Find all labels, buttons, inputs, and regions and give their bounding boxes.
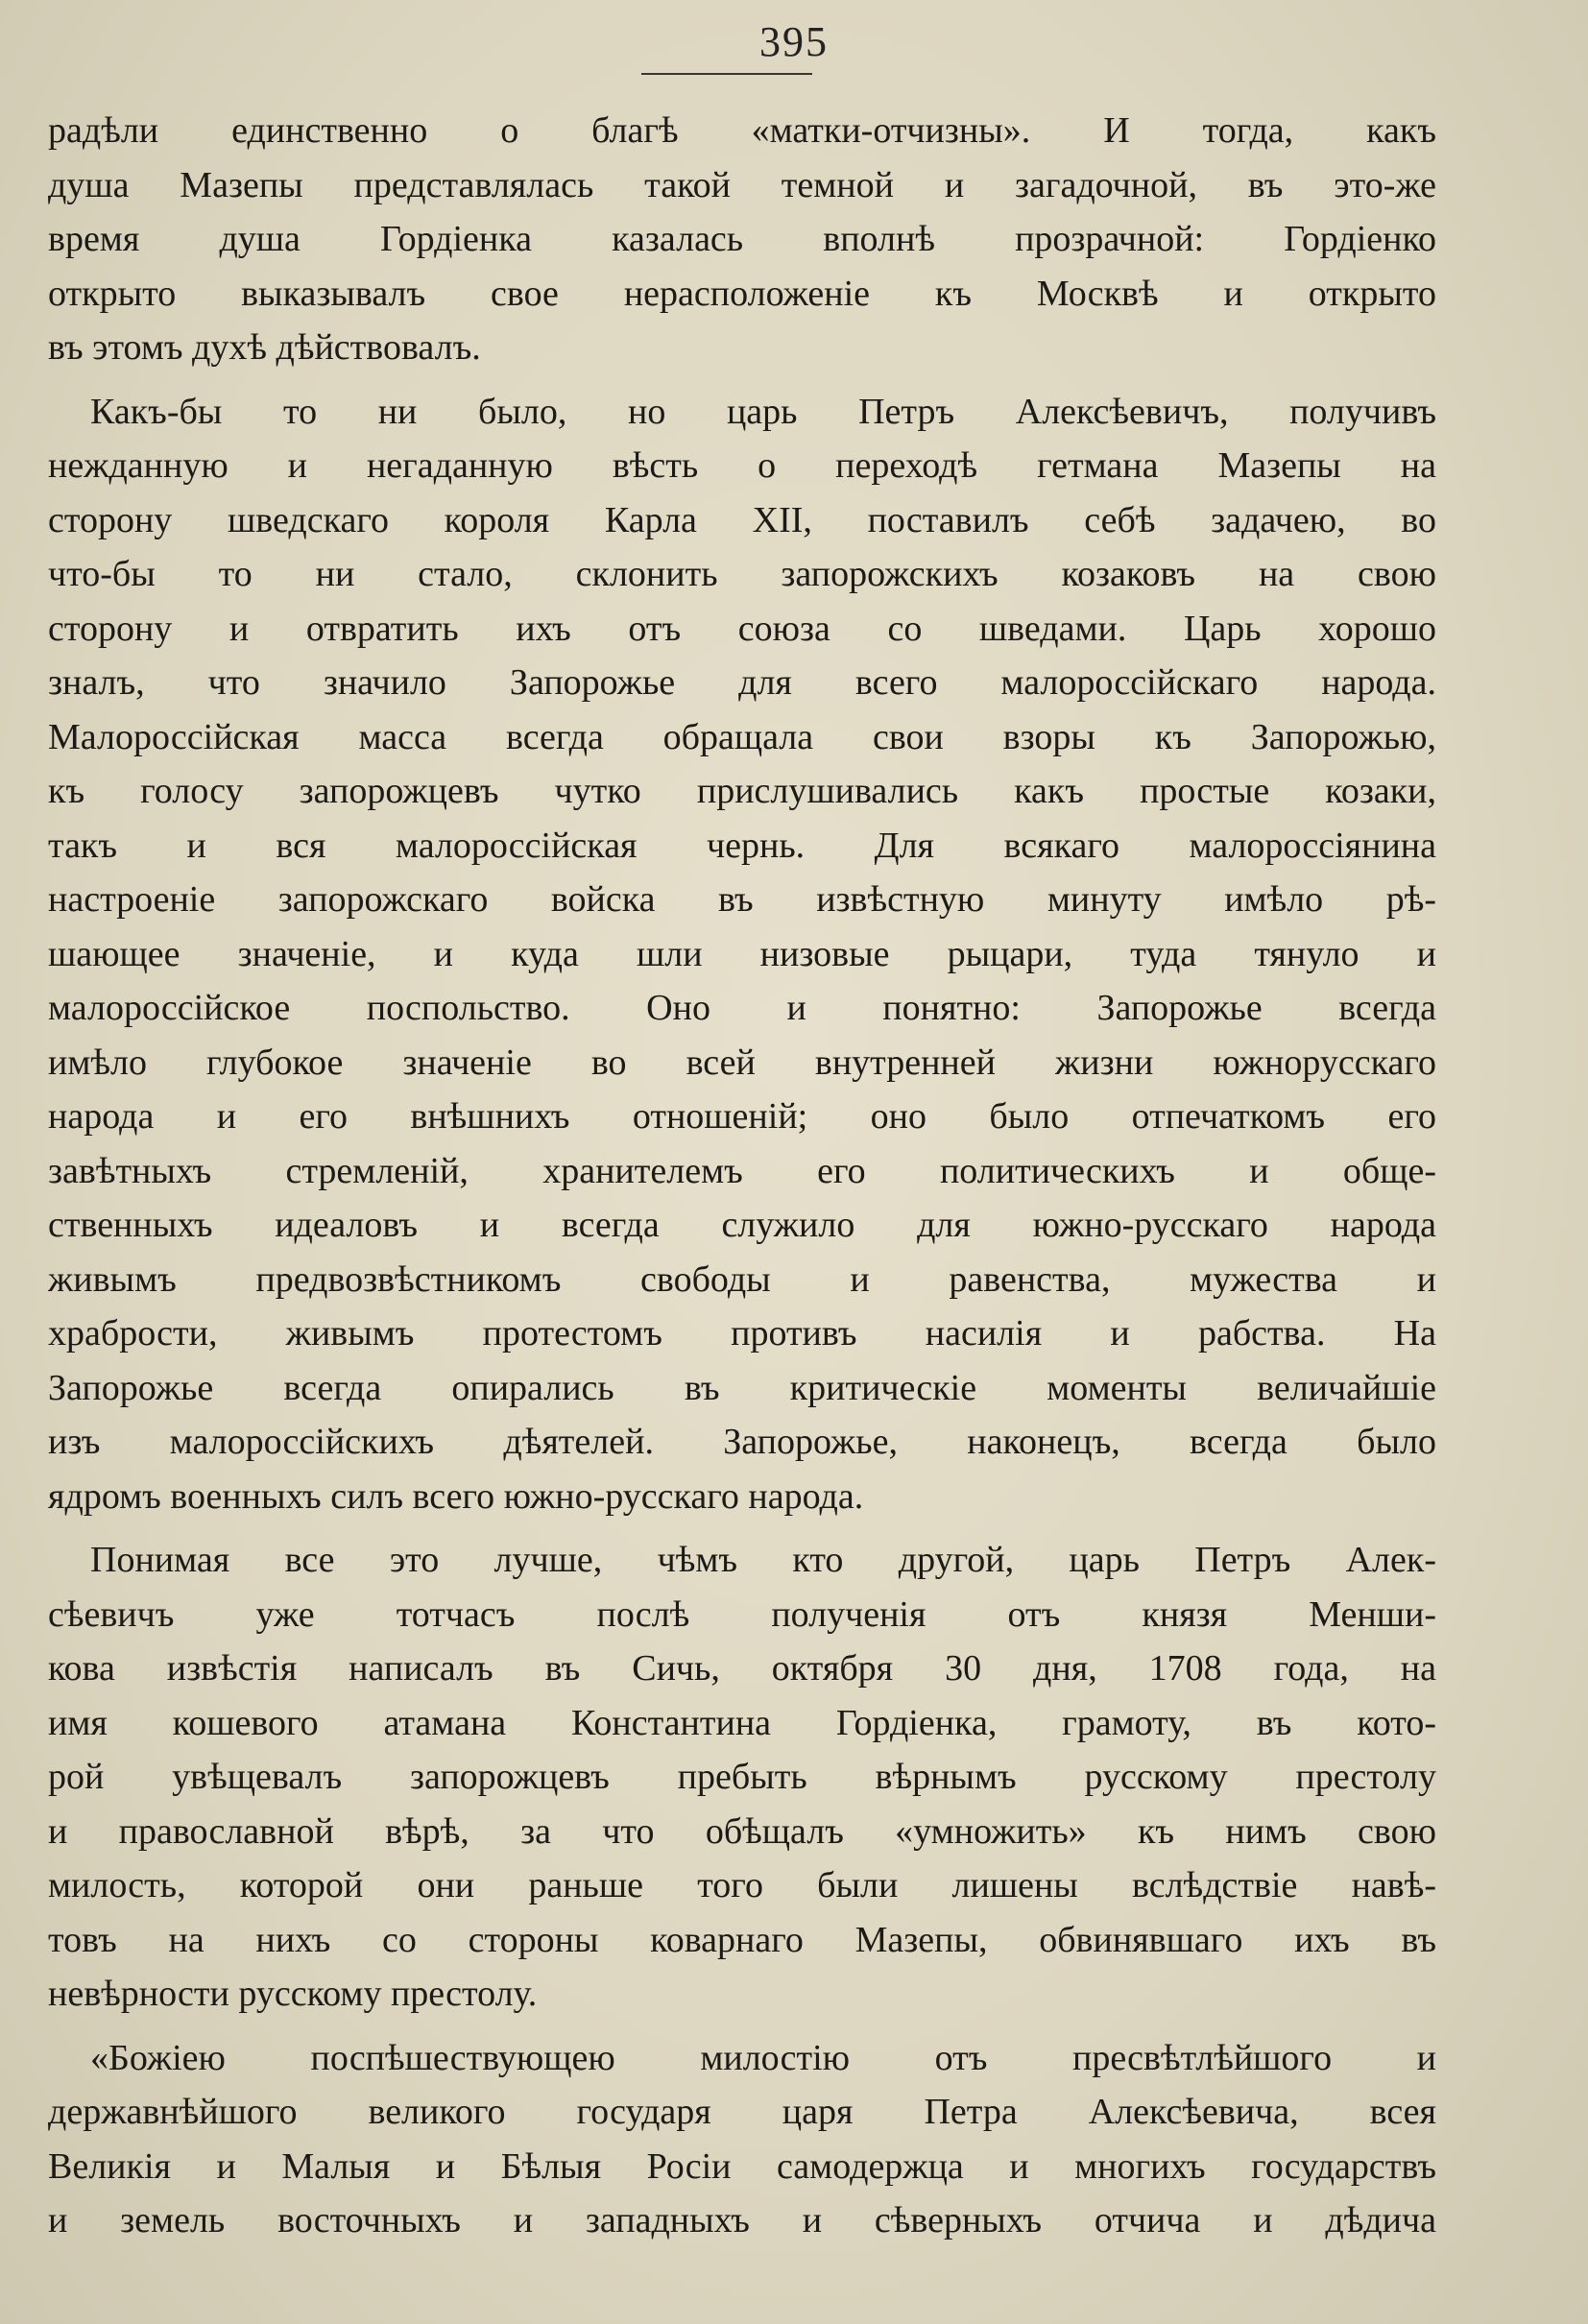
text-line: настроеніе запорожскаго войска въ извѣстную минуту имѣло рѣ- (48, 879, 1436, 920)
text-line: Великія и Малыя и Бѣлыя Росіи самодержца и многихъ государствъ (48, 2145, 1436, 2187)
paragraph (48, 2031, 1436, 2248)
paragraph (48, 104, 1436, 375)
text-line: сторону шведскаго короля Карла XII, поставилъ себѣ задачею, во (48, 499, 1436, 540)
text-line: малороссійское поспольство. Оно и понятно: Запорожье всегда (48, 988, 1436, 1028)
text-line: товъ на нихъ со стороны коварнаго Мазепы, обвинявшаго ихъ въ (48, 1919, 1436, 1960)
text-line: живымъ предвозвѣстникомъ свободы и равенства, мужества и (48, 1258, 1436, 1300)
text-body (48, 104, 1436, 2258)
text-line: державнѣйшого великого государя царя Петра Алексѣевича, всея (48, 2092, 1436, 2132)
text-line: рой увѣщевалъ запорожцевъ пребыть вѣрнымъ русскому престолу (48, 1757, 1436, 1797)
text-line: народа и его внѣшнихъ отношеній; оно было отпечаткомъ его (48, 1096, 1436, 1137)
text-line: и земель восточныхъ и западныхъ и сѣверныхъ отчича и дѣдича (48, 2200, 1436, 2240)
page-number-rule (641, 73, 812, 75)
text-line: въ этомъ духѣ дѣйствовалъ. (48, 327, 481, 368)
text-line: нежданную и негаданную вѣсть о переходѣ гетмана Мазепы на (48, 445, 1436, 486)
text-line: радѣли единственно о благѣ «матки-отчизны». И тогда, какъ (48, 110, 1436, 151)
text-line: ственныхъ идеаловъ и всегда служило для южно-русскаго народа (48, 1205, 1436, 1245)
text-line: кова извѣстія написалъ въ Сичь, октября 30 дня, 1708 года, на (48, 1648, 1436, 1689)
text-line: имя кошевого атамана Константина Гордіенка, грамоту, въ кото- (48, 1702, 1436, 1743)
text-line: ядромъ военныхъ силъ всего южно-русскаго народа. (48, 1475, 864, 1517)
paragraph (48, 1533, 1436, 2022)
text-line: что-бы то ни стало, склонить запорожскихъ козаковъ на свою (48, 554, 1436, 594)
text-line: Малороссійская масса всегда обращала свои взоры къ Запорожью, (48, 716, 1436, 757)
text-line: къ голосу запорожцевъ чутко прислушивались какъ простые козаки, (48, 771, 1436, 811)
text-line: храбрости, живымъ протестомъ противъ насилія и рабства. На (48, 1313, 1436, 1354)
text-line: Запорожье всегда опирались въ критическіе моменты величайшіе (48, 1367, 1436, 1408)
text-line: сторону и отвратить ихъ отъ союза со шведами. Царь хорошо (48, 608, 1436, 649)
page-number: 395 (759, 18, 829, 65)
text-line: Какъ-бы то ни было, но царь Петръ Алексѣевичъ, получивъ (90, 391, 1436, 432)
text-line: открыто выказывалъ свое нерасположеніе къ Москвѣ и открыто (48, 273, 1436, 314)
text-line: изъ малороссійскихъ дѣятелей. Запорожье, наконецъ, всегда было (48, 1422, 1436, 1462)
text-line: имѣло глубокое значеніе во всей внутренней жизни южнорусскаго (48, 1042, 1436, 1083)
text-line: зналъ, что значило Запорожье для всего малороссійскаго народа. (48, 662, 1436, 703)
text-line: сѣевичъ уже тотчасъ послѣ полученія отъ князя Менши- (48, 1593, 1436, 1635)
text-line: и православной вѣрѣ, за что обѣщалъ «умножить» къ нимъ свою (48, 1810, 1436, 1852)
text-line: милость, которой они раньше того были лишены вслѣдствіе навѣ- (48, 1865, 1436, 1905)
text-line: «Божіею поспѣшествующею милостію отъ пресвѣтлѣйшого и (90, 2037, 1436, 2078)
text-line: шающее значеніе, и куда шли низовые рыцари, туда тянуло и (48, 933, 1436, 974)
text-line: душа Мазепы представлялась такой темной и загадочной, въ это-же (48, 164, 1436, 205)
paragraph (48, 385, 1436, 1524)
text-line: время душа Гордіенка казалась вполнѣ прозрачной: Гордіенко (48, 219, 1436, 259)
text-line: завѣтныхъ стремленій, хранителемъ его политическихъ и обще- (48, 1150, 1436, 1191)
text-line: невѣрности русскому престолу. (48, 1974, 538, 2014)
text-line: такъ и вся малороссійская чернь. Для всякаго малороссіянина (48, 825, 1436, 866)
text-line: Понимая все это лучше, чѣмъ кто другой, царь Петръ Алек- (90, 1540, 1436, 1580)
